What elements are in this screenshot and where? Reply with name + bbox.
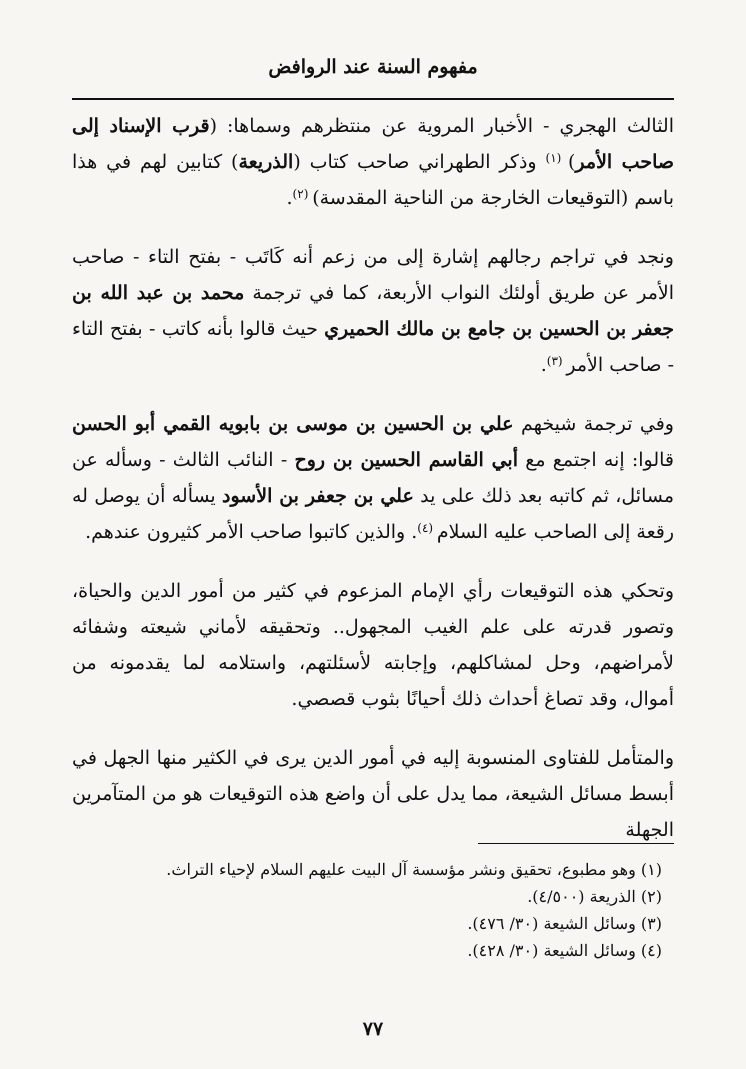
page-number: ٧٧ xyxy=(362,1018,384,1040)
header-divider xyxy=(72,98,674,100)
body-text xyxy=(72,108,674,871)
bold-name: الذريعة xyxy=(238,151,294,173)
text-run: حيث قالوا بأنه كاتب - بفتح التاء - صاحب الأمر xyxy=(72,318,674,376)
paragraph-5 xyxy=(72,740,674,848)
paragraph-3 xyxy=(72,406,674,550)
footnote-ref: (٣) xyxy=(546,354,567,368)
paragraph-2 xyxy=(72,239,674,383)
text-run: . والذين كاتبوا صاحب الأمر كثيرون عندهم. xyxy=(85,521,418,543)
text-run: ونجد في تراجم رجالهم إشارة إلى من زعم أنه كَاتَب - بفتح التاء - صاحب الأمر عن طريق أولئك النواب الأربعة، كما في ترجمة xyxy=(72,246,674,304)
bold-name: علي بن جعفر بن الأسود xyxy=(222,485,414,507)
paragraph-4 xyxy=(72,573,674,717)
text-run: وذكر الطهراني صاحب كتاب ( xyxy=(293,151,546,173)
footnote-3: (٣) وسائل الشيعة (٣٠/ ٤٧٦). xyxy=(467,914,662,933)
footnote-2: (٢) الذريعة (٤/٥٠٠). xyxy=(527,887,662,906)
text-run: . xyxy=(540,354,547,376)
footnote-ref: (٢) xyxy=(292,187,313,201)
text-run: الثالث الهجري - الأخبار المروية عن منتظرهم وسماها: ( xyxy=(209,115,674,137)
text-run: يسأله أن يوصل له رقعة إلى الصاحب عليه السلام xyxy=(72,485,674,543)
text-run: والمتأمل للفتاوى المنسوبة إليه في أمور الدين يرى في الكثير منها الجهل في أبسط مسائل الشيعة، مما يدل على أن واضع هذه التوقيعات هو من المتآمرين الجهلة xyxy=(72,747,674,841)
footnote-1: (١) وهو مطبوع، تحقيق ونشر مؤسسة آل البيت عليهم السلام لإحياء التراث. xyxy=(166,860,662,879)
bold-name: أبي القاسم الحسين بن روح xyxy=(294,449,519,471)
running-header-title: مفهوم السنة عند الروافض xyxy=(268,56,478,78)
footnote-4: (٤) وسائل الشيعة (٣٠/ ٤٢٨). xyxy=(467,941,662,960)
paragraph-1 xyxy=(72,108,674,216)
text-run: ) xyxy=(568,151,576,173)
text-run: وفي ترجمة شيخهم xyxy=(513,413,674,435)
bold-name: قرب الإسناد إلى صاحب الأمر xyxy=(72,115,674,173)
footnote-ref: (٤) xyxy=(417,521,437,535)
bold-name: علي بن الحسين بن موسى بن بابويه القمي أبو الحسن xyxy=(72,413,514,435)
text-run: وتحكي هذه التوقيعات رأي الإمام المزعوم في كثير من أمور الدين والحياة، وتصور قدرته على علم الغيب المجهول.. وتحقيقه لأماني شيعته وشفائه لأمراضهم، وحل لمشاكلهم، وإجابته لأسئلتهم، واستلامه لما يقدمونه من أموال، وقد تصاغ أحداث ذلك أحيانًا بثوب قصصي. xyxy=(72,580,674,710)
text-run: ) كتابين لهم في هذا باسم (التوقيعات الخارجة من الناحية المقدسة) xyxy=(72,151,674,209)
footnotes xyxy=(72,856,662,964)
text-run: - النائب الثالث - وسأله عن مسائل، ثم كاتبه بعد ذلك على يد xyxy=(72,449,674,507)
text-run: قالوا: إنه اجتمع مع xyxy=(518,449,675,471)
footnote-divider xyxy=(478,843,674,844)
text-run: . xyxy=(286,187,293,209)
footnote-ref: (١) xyxy=(545,151,568,165)
bold-name: محمد بن عبد الله بن جعفر بن الحسين بن جامع بن مالك الحميري xyxy=(72,282,675,340)
